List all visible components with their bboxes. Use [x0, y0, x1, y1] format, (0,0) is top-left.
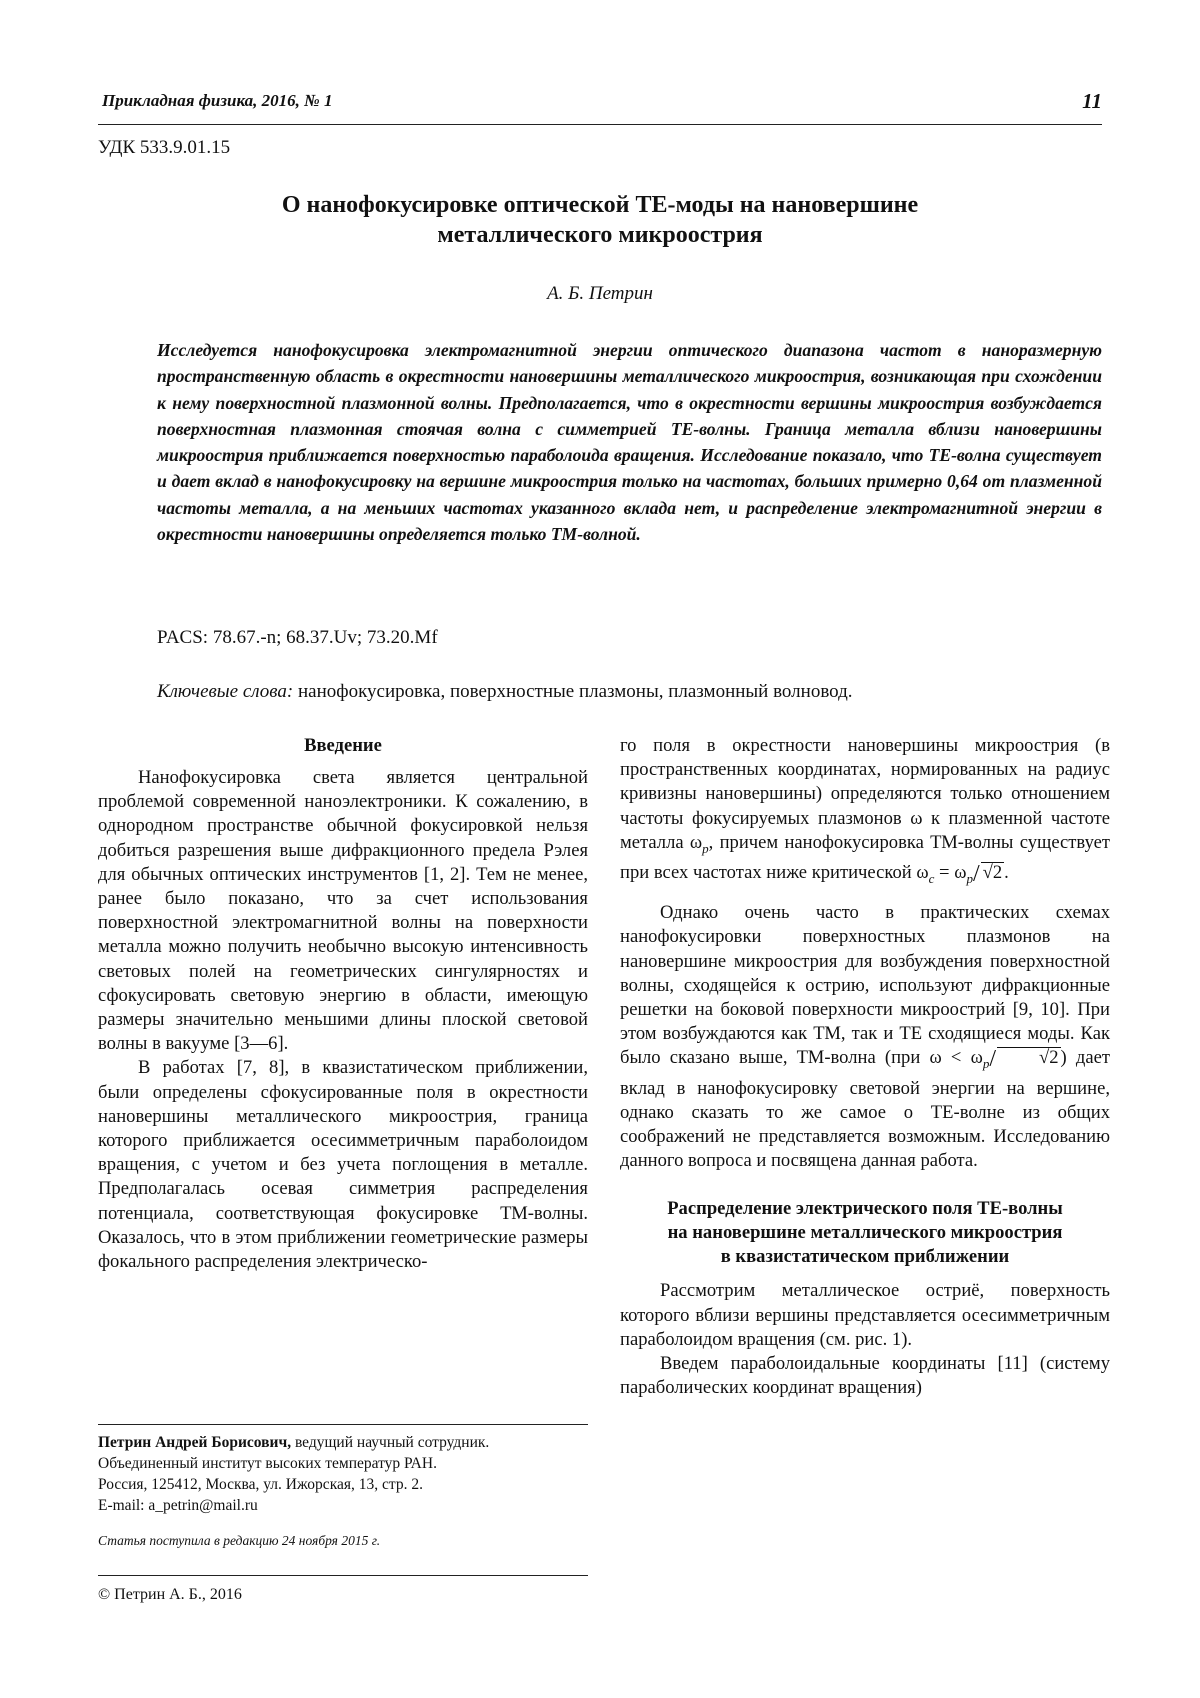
copyright: © Петрин А. Б., 2016	[98, 1586, 242, 1603]
keywords-label: Ключевые слова:	[157, 681, 294, 702]
right-paragraph-2-text-b: ) дает вклад в нанофокусировку световой энергии на вершине, однако сказать то же самое о ТЕ-волне из общих соображений не представляется возможным. Исследованию данного вопроса и посвящена данная работа.	[620, 1047, 1110, 1172]
footnote-author-role: ведущий научный сотрудник.	[291, 1434, 490, 1451]
intro-heading: Введение	[304, 735, 382, 756]
section-heading: Распределение электрического поля ТЕ-волны на нановершине металлического микроострия в квазистатическом приближении	[667, 1198, 1063, 1268]
author: А. Б. Петрин	[547, 283, 653, 304]
right-paragraph-1: го поля в окрестности нановершины микроострия (в пространственных координатах, нормированных на радиус кривизны нановершины) определяются только отношением частоты фокусируемых плазмонов ω к плазменной частоте металла $\omega_p$, причем нанофокусировка ТМ-волны существует при всех частотах ниже критической $\omega_c = \omega_p/$ √2 .	[620, 735, 1111, 888]
right-paragraph-2-text-a: Однако очень часто в практических схемах нанофокусировки поверхностных плазмонов на нановершине микроострия для возбуждения поверхностной волны, сходящейся к острию, используют дифракционные решетки на боковой поверхности микроострий [9, 10]. При этом возбуждаются как ТМ, так и ТЕ сходящиеся моды. Как было сказано выше, ТМ-волна (при	[620, 902, 1110, 1069]
intro-paragraph-2: В работах [7, 8], в квазистатическом приближении, были определены сфокусированные поля в окрестности нановершины металлического микроострия, граница которого приближается осесимметричным параболоидом вращения, с учетом и без учета поглощения в металле. Предполагалась осевая симметрия распределения потенциала, соответствующая фокусировке ТМ-волны. Оказалось, что в этом приближении геометрические размеры фокального распределения электрическо-	[98, 1057, 588, 1273]
page-number: 11	[1082, 89, 1102, 113]
journal-header: Прикладная физика, 2016, № 1	[102, 91, 333, 110]
pacs-codes: PACS: 78.67.-n; 68.37.Uv; 73.20.Mf	[157, 627, 438, 648]
right-column	[620, 734, 1110, 1400]
footnote-author-name: Петрин Андрей Борисович,	[98, 1434, 292, 1451]
right-paragraph-4: Введем параболоидальные координаты [11] (систему параболических координат вращения)	[620, 1353, 1110, 1399]
copyright-rule	[98, 1575, 588, 1576]
footnote-address: Россия, 125412, Москва, ул. Ижорская, 13, стр. 2.	[98, 1476, 423, 1493]
received-date: Статья поступила в редакцию 24 ноября 2015 г.	[98, 1533, 381, 1548]
footnote-organization: Объединенный институт высоких температур РАН.	[98, 1455, 437, 1472]
udk-code: УДК 533.9.01.15	[98, 137, 231, 158]
author-footnote	[98, 1432, 598, 1516]
footnote-rule	[98, 1424, 588, 1425]
right-paragraph-1-text-b: , причем нанофокусировка ТМ-волны существует при всех частотах ниже критической	[620, 831, 1111, 884]
right-paragraph-1-text-a: го поля в окрестности нановершины микроострия (в пространственных координатах, нормированных на радиус кривизны нановершины) определяются только отношением частоты фокусируемых плазмонов ω к плазменной частоте металла	[620, 735, 1110, 853]
tm-condition-formula: $\omega < \omega_p/$ √2	[929, 1046, 1059, 1073]
header-rule	[98, 124, 1102, 125]
intro-paragraph-1: Нанофокусировка света является центральной проблемой современной наноэлектроники. К сожалению, в однородном пространстве обычной фокусировкой нельзя добиться разрешения выше дифракционного предела Рэлея для обычных оптических инструментов [1, 2]. Тем не менее, ранее было показано, что за счет использования поверхностной электромагнитной волны на поверхности металла можно получить необычно высокую интенсивность световых полей на геометрических сингулярностях и сфокусировать световую энергию в области, имеющую размеры значительно меньшими длины плоской световой волны в вакууме [3—6].	[98, 767, 588, 1055]
title-line-2: металлического микроострия	[437, 222, 763, 248]
omega-p-formula: $\omega_p$	[689, 831, 709, 856]
left-column	[98, 734, 588, 1274]
article-title	[140, 190, 1060, 250]
right-paragraph-3: Рассмотрим металлическое остриё, поверхность которого вблизи вершины представляется осесимметричным параболоидом вращения (см. рис. 1).	[620, 1280, 1110, 1350]
title-line-1: О нанофокусировке оптической ТЕ-моды на нановершине	[281, 192, 919, 218]
keywords-text: нанофокусировка, поверхностные плазмоны, плазмонный волновод.	[298, 681, 853, 702]
footnote-email: E-mail: a_petrin@mail.ru	[98, 1497, 258, 1514]
keywords	[157, 681, 853, 703]
right-paragraph-2	[620, 901, 1110, 1173]
critical-frequency-formula: $\omega_c = \omega_p/$ √2	[916, 861, 1003, 888]
abstract: Исследуется нанофокусировка электромагнитной энергии оптического диапазона частот в наноразмерную пространственную область в окрестности нановершины металлического микроострия, возникающая при схождении к нему поверхностной плазмонной волны. Предполагается, что в окрестности вершины микроострия возбуждается поверхностная плазмонная стоячая волна с симметрией ТЕ-волны. Граница металла вблизи нановершины микроострия приближается поверхностью параболоида вращения. Исследование показало, что ТЕ-волна существует и дает вклад в нанофокусировку на вершине микроострия только на частотах, больших примерно 0,64 от плазменной частоты металла, а на меньших частотах указанного вклада нет, и распределение электромагнитной энергии в окрестности нановершины определяется только ТМ-волной.	[157, 340, 1102, 545]
